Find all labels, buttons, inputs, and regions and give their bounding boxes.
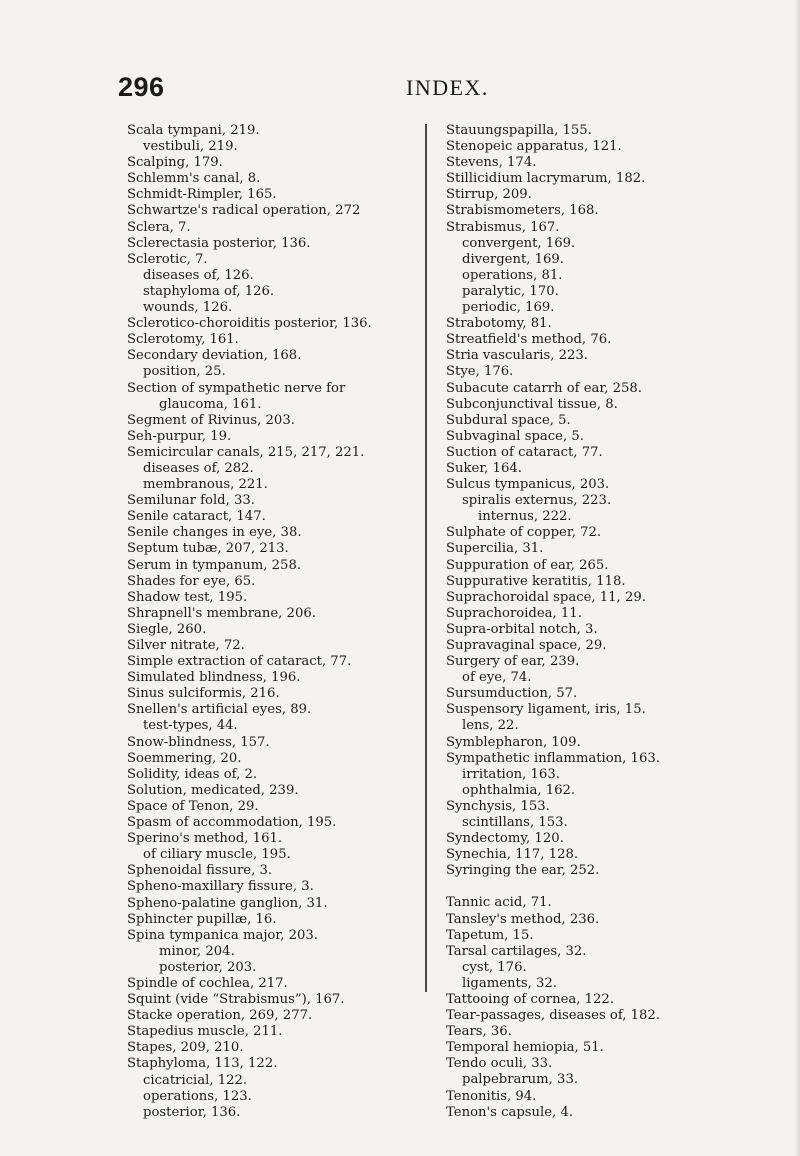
index-subentry: glaucoma, 161. xyxy=(159,396,262,412)
index-entry: Syndectomy, 120. xyxy=(446,831,564,847)
index-subentry: convergent, 169. xyxy=(462,235,576,251)
index-subentry: diseases of, 282. xyxy=(143,460,254,476)
index-subentry: membranous, 221. xyxy=(143,477,268,493)
column-divider xyxy=(425,124,427,992)
index-entry: Tears, 36. xyxy=(446,1024,512,1040)
index-entry: Suppurative keratitis, 118. xyxy=(446,573,626,589)
index-entry: Tenonitis, 94. xyxy=(446,1088,537,1104)
index-subentry: diseases of, 126. xyxy=(143,267,254,283)
index-entry: Serum in tympanum, 258. xyxy=(127,557,302,573)
index-entry: Stye, 176. xyxy=(446,364,514,380)
index-entry: Sperino's method, 161. xyxy=(127,831,283,847)
index-entry: Symblepharon, 109. xyxy=(446,734,581,750)
index-entry: Syringing the ear, 252. xyxy=(446,863,600,879)
index-subentry: paralytic, 170. xyxy=(462,283,559,299)
index-entry: Tear-passages, diseases of, 182. xyxy=(446,1008,661,1024)
index-subentry: lens, 22. xyxy=(462,718,519,734)
letter-section-gap xyxy=(446,879,746,895)
index-entry: Tansley's method, 236. xyxy=(446,911,600,927)
index-column-left xyxy=(127,123,417,1121)
page-title: INDEX. xyxy=(406,75,489,100)
index-column-right xyxy=(446,123,746,1121)
index-subentry: staphyloma of, 126. xyxy=(143,283,275,299)
index-entry: Semilunar fold, 33. xyxy=(127,493,255,509)
index-entry: Suspensory ligament, iris, 15. xyxy=(446,702,646,718)
index-subentry: position, 25. xyxy=(143,364,226,380)
index-entry: Solution, medicated, 239. xyxy=(127,782,299,798)
index-entry: Supercilia, 31. xyxy=(446,541,544,557)
index-entry: Soemmering, 20. xyxy=(127,750,242,766)
index-subentry: scintillans, 153. xyxy=(462,815,568,831)
index-entry: Sclerectasia posterior, 136. xyxy=(127,235,311,251)
index-entry: Scala tympani, 219. xyxy=(127,123,260,138)
index-entry: Sympathetic inflammation, 163. xyxy=(446,750,660,766)
index-entry: Synchysis, 153. xyxy=(446,798,550,814)
index-entry: Sinus sulciformis, 216. xyxy=(127,686,280,702)
index-entry: Subacute catarrh of ear, 258. xyxy=(446,380,642,396)
index-subentry: operations, 123. xyxy=(143,1088,252,1104)
index-subentry: operations, 81. xyxy=(462,267,563,283)
index-subentry: periodic, 169. xyxy=(462,300,555,316)
index-entry: Staphyloma, 113, 122. xyxy=(127,1056,278,1072)
index-entry: Space of Tenon, 29. xyxy=(127,798,259,814)
index-subentry: posterior, 203. xyxy=(159,959,257,975)
index-entry: Strabismometers, 168. xyxy=(446,203,599,219)
index-entry: Stauungspapilla, 155. xyxy=(446,123,592,138)
index-subentry: ophthalmia, 162. xyxy=(462,782,576,798)
index-entry: Spindle of cochlea, 217. xyxy=(127,975,288,991)
index-subentry: of ciliary muscle, 195. xyxy=(143,847,291,863)
index-subentry: internus, 222. xyxy=(478,509,572,525)
index-entry: Sulcus tympanicus, 203. xyxy=(446,477,610,493)
index-subentry: posterior, 136. xyxy=(143,1104,241,1120)
index-entry: Tannic acid, 71. xyxy=(446,895,552,911)
index-entry: Suker, 164. xyxy=(446,460,522,476)
index-entry: Segment of Rivinus, 203. xyxy=(127,412,295,428)
index-entry: Seh-purpur, 19. xyxy=(127,428,232,444)
index-entry: Schmidt-Rimpler, 165. xyxy=(127,187,277,203)
index-entry: Shadow test, 195. xyxy=(127,589,248,605)
index-entry: Stria vascularis, 223. xyxy=(446,348,588,364)
index-entry: Stapes, 209, 210. xyxy=(127,1040,244,1056)
index-entry: Subconjunctival tissue, 8. xyxy=(446,396,618,412)
index-entry: Strabotomy, 81. xyxy=(446,316,552,332)
index-entry: Stenopeic apparatus, 121. xyxy=(446,139,622,155)
index-entry: Spheno-maxillary fissure, 3. xyxy=(127,879,314,895)
index-subentry: spiralis externus, 223. xyxy=(462,493,612,509)
index-entry: Supra-orbital notch, 3. xyxy=(446,621,598,637)
index-entry: Sclerotico-choroiditis posterior, 136. xyxy=(127,316,372,332)
index-entry: Subdural space, 5. xyxy=(446,412,571,428)
index-entry: Temporal hemiopia, 51. xyxy=(446,1040,604,1056)
index-subentry: ligaments, 32. xyxy=(462,975,557,991)
index-entry: Septum tubæ, 207, 213. xyxy=(127,541,289,557)
index-subentry: wounds, 126. xyxy=(143,300,233,316)
index-subentry: palpebrarum, 33. xyxy=(462,1072,579,1088)
index-entry: Sclerotomy, 161. xyxy=(127,332,239,348)
index-entry: Senile changes in eye, 38. xyxy=(127,525,302,541)
index-entry: Sphenoidal fissure, 3. xyxy=(127,863,273,879)
index-entry: Sclera, 7. xyxy=(127,219,191,235)
index-subentry: of eye, 74. xyxy=(462,670,532,686)
index-entry: Suprachoroidea, 11. xyxy=(446,605,582,621)
index-subentry: test-types, 44. xyxy=(143,718,238,734)
index-entry: Spasm of accommodation, 195. xyxy=(127,815,337,831)
index-subentry: divergent, 169. xyxy=(462,251,565,267)
index-entry: Sulphate of copper, 72. xyxy=(446,525,602,541)
index-entry: Shades for eye, 65. xyxy=(127,573,256,589)
index-entry: Tendo oculi, 33. xyxy=(446,1056,553,1072)
index-entry: Silver nitrate, 72. xyxy=(127,638,245,653)
index-entry: Surgery of ear, 239. xyxy=(446,654,580,670)
page-number: 296 xyxy=(118,72,165,102)
index-entry: Scalping, 179. xyxy=(127,155,223,171)
index-entry: Tattooing of cornea, 122. xyxy=(446,991,615,1007)
index-entry: Section of sympathetic nerve for xyxy=(127,380,346,396)
index-entry: Snellen's artificial eyes, 89. xyxy=(127,702,312,718)
index-entry: Stirrup, 209. xyxy=(446,187,532,203)
index-entry: Suppuration of ear, 265. xyxy=(446,557,609,573)
index-entry: Sclerotic, 7. xyxy=(127,251,208,267)
index-entry: Simple extraction of cataract, 77. xyxy=(127,654,352,670)
index-entry: Subvaginal space, 5. xyxy=(446,428,584,444)
index-entry: Semicircular canals, 215, 217, 221. xyxy=(127,444,365,460)
index-subentry: minor, 204. xyxy=(159,943,235,959)
index-entry: Schlemm's canal, 8. xyxy=(127,171,261,187)
index-entry: Supravaginal space, 29. xyxy=(446,638,607,653)
index-entry: Schwartze's radical operation, 272 xyxy=(127,203,361,219)
index-entry: Sphincter pupillæ, 16. xyxy=(127,911,277,927)
index-entry: Stillicidium lacrymarum, 182. xyxy=(446,171,646,187)
index-subentry: irritation, 163. xyxy=(462,766,560,782)
index-entry: Tenon's capsule, 4. xyxy=(446,1104,574,1120)
index-entry: Suction of cataract, 77. xyxy=(446,444,603,460)
index-entry: Synechia, 117, 128. xyxy=(446,847,579,863)
index-subentry: cyst, 176. xyxy=(462,959,527,975)
index-entry: Stacke operation, 269, 277. xyxy=(127,1008,313,1024)
index-entry: Simulated blindness, 196. xyxy=(127,670,301,686)
index-entry: Sursumduction, 57. xyxy=(446,686,578,702)
index-entry: Shrapnell's membrane, 206. xyxy=(127,605,316,621)
index-entry: Streatfield's method, 76. xyxy=(446,332,612,348)
index-entry: Stapedius muscle, 211. xyxy=(127,1024,283,1040)
index-entry: Senile cataract, 147. xyxy=(127,509,266,525)
index-entry: Suprachoroidal space, 11, 29. xyxy=(446,589,646,605)
index-subentry: cicatricial, 122. xyxy=(143,1072,248,1088)
index-entry: Strabismus, 167. xyxy=(446,219,560,235)
index-entry: Snow-blindness, 157. xyxy=(127,734,270,750)
index-subentry: vestibuli, 219. xyxy=(143,139,238,155)
page-edge-shadow xyxy=(794,0,800,1156)
index-entry: Secondary deviation, 168. xyxy=(127,348,302,364)
index-entry: Squint (vide “Strabismus”), 167. xyxy=(127,992,345,1008)
index-entry: Spheno-palatine ganglion, 31. xyxy=(127,895,328,911)
index-entry: Stevens, 174. xyxy=(446,155,537,171)
index-entry: Solidity, ideas of, 2. xyxy=(127,766,258,782)
index-entry: Siegle, 260. xyxy=(127,621,207,637)
index-entry: Tapetum, 15. xyxy=(446,927,534,943)
index-entry: Tarsal cartilages, 32. xyxy=(446,943,587,959)
index-entry: Spina tympanica major, 203. xyxy=(127,927,318,943)
